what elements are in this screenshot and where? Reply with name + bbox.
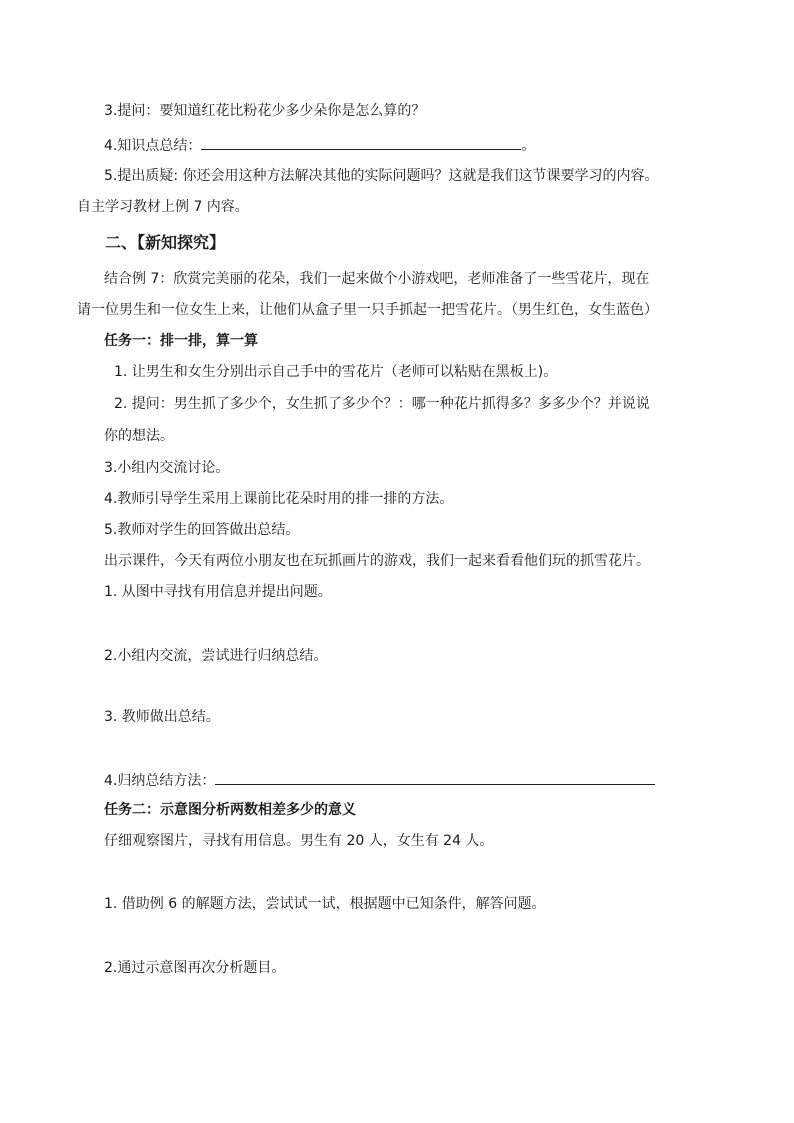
- task1-item2: 2.小组内交流，尝试进行归纳总结。: [104, 648, 328, 664]
- task1-step4: 4.教师引导学生采用上课前比花朵时用的排一排的方法。: [104, 491, 454, 507]
- paragraph-5-line1: 5.提出质疑: 你还会用这种方法解决其他的实际问题吗？这就是我们这节课要学习的内容。: [104, 168, 659, 184]
- task2-item2: 2.通过示意图再次分析题目。: [104, 960, 286, 976]
- task1-step3: 3.小组内交流讨论。: [104, 460, 230, 476]
- fill-in-blank[interactable]: [215, 770, 655, 785]
- fill-in-blank[interactable]: [201, 135, 521, 150]
- summary-4-line: [104, 135, 535, 156]
- task2-title: 任务二：示意图分析两数相差多少的意义: [104, 802, 356, 818]
- task2-observe: 仔细观察图片，寻找有用信息。男生有 20 人，女生有 24 人。: [104, 833, 494, 849]
- task1-step5: 5.教师对学生的回答做出总结。: [104, 522, 300, 538]
- method-summary-label: 4.归纳总结方法：: [104, 773, 216, 789]
- paragraph-5-line2: 自主学习教材上例 7 内容。: [77, 199, 249, 215]
- intro-line1: 结合例 7：欣赏完美丽的花朵，我们一起来做个小游戏吧，老师准备了一些雪花片，现在: [104, 271, 650, 287]
- courseware-line: 出示课件，今天有两位小朋友也在玩抓画片的游戏，我们一起来看看他们玩的抓雪花片。: [104, 553, 650, 569]
- task1-item1: 1. 从图中寻找有用信息并提出问题。: [104, 584, 332, 600]
- summary-4-end: 。: [521, 138, 536, 154]
- method-summary-line: [104, 770, 655, 791]
- section-heading: 二、【新知探究】: [105, 233, 226, 252]
- task1-step2-line2: 你的想法。: [104, 428, 174, 444]
- task1-title: 任务一：排一排，算一算: [104, 333, 258, 349]
- task2-item1: 1. 借助例 6 的解题方法，尝试试一试，根据题中已知条件，解答问题。: [104, 896, 546, 912]
- intro-line2: 请一位男生和一位女生上来，让他们从盒子里一只手抓起一把雪花片。（男生红色，女生蓝色）: [77, 302, 658, 318]
- task1-step2-line1: 2. 提问：男生抓了多少个，女生抓了多少个？：哪一种花片抓得多？多多少个？并说说: [114, 396, 650, 412]
- question-3: 3.提问：要知道红花比粉花少多少朵你是怎么算的？: [104, 103, 426, 119]
- task1-item3: 3. 教师做出总结。: [104, 709, 220, 725]
- summary-4-label: 4.知识点总结：: [104, 138, 202, 154]
- task1-step1: 1. 让男生和女生分别出示自己手中的雪花片（老师可以粘贴在黑板上)。: [114, 364, 558, 380]
